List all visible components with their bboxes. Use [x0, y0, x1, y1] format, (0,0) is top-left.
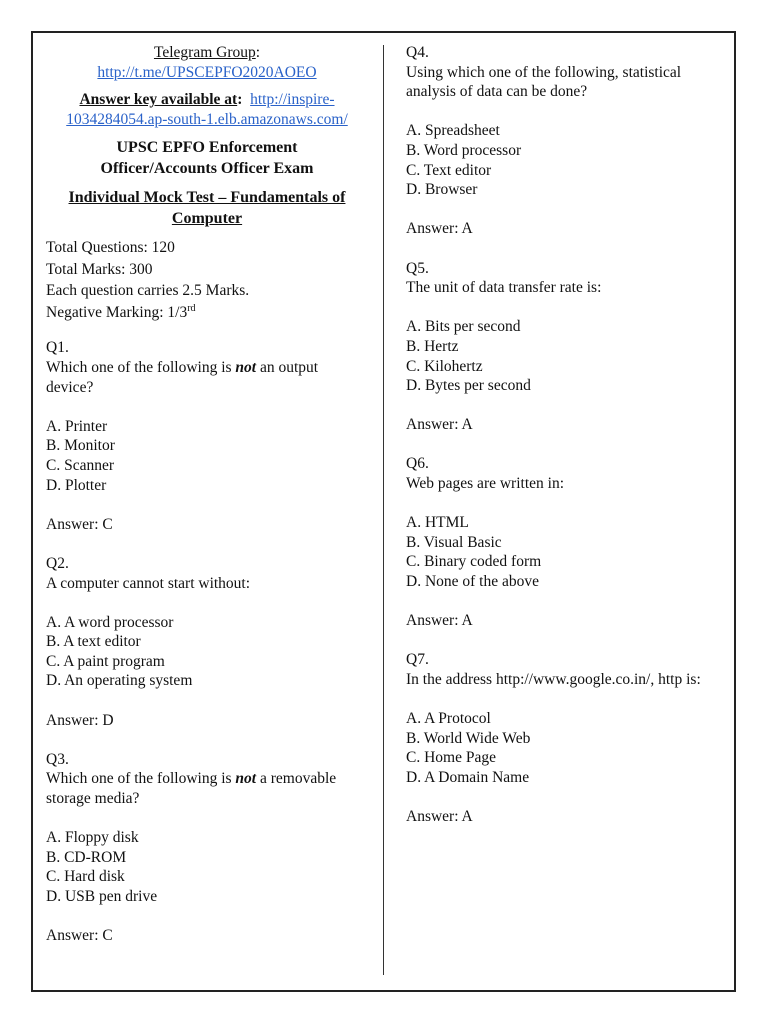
option-a: A. A Protocol [406, 710, 491, 728]
negative-marking [46, 302, 368, 324]
answer: Answer: D [46, 711, 114, 729]
question-text-post: a removable storage media? [46, 770, 337, 808]
option-d: D. An operating system [46, 672, 193, 690]
answer-key-label: Answer key available at [79, 91, 238, 109]
question-4 [406, 43, 724, 259]
question-1 [46, 338, 368, 554]
option-d: D. Browser [406, 181, 478, 199]
option-a: A. Floppy disk [46, 829, 139, 847]
telegram-label: Telegram Group [153, 44, 256, 61]
answer: Answer: A [406, 808, 473, 826]
question-text [46, 358, 368, 397]
option-a: A. Spreadsheet [406, 122, 500, 140]
option-b: B. World Wide Web [406, 729, 531, 747]
question-number: Q7. [406, 651, 429, 669]
question-text: Using which one of the following, statistical analysis of data can be done? [406, 63, 682, 101]
telegram-colon: : [255, 44, 261, 61]
test-title-line2: Computer [171, 210, 243, 228]
option-d: D. USB pen drive [46, 888, 158, 905]
question-text-pre: Which one of the following is [46, 358, 236, 376]
option-b: B. A text editor [46, 633, 141, 651]
option-a: A. Bits per second [406, 318, 521, 336]
right-column [406, 43, 724, 827]
option-a: A. HTML [406, 514, 469, 532]
option-b: B. Monitor [46, 437, 115, 455]
option-b: B. Word processor [406, 141, 522, 159]
option-c: C. Home Page [406, 749, 496, 767]
option-d: D. Bytes per second [406, 377, 531, 395]
question-text-pre: Which one of the following is [46, 770, 236, 788]
question-number: Q4. [406, 44, 429, 61]
left-column [46, 43, 368, 946]
question-text: Web pages are written in: [406, 475, 564, 493]
option-b: B. Visual Basic [406, 533, 502, 551]
question-2 [46, 554, 368, 750]
total-marks: Total Marks: 300 [46, 260, 153, 278]
question-text: The unit of data transfer rate is: [406, 279, 602, 297]
option-b: B. CD-ROM [46, 848, 127, 866]
option-c: C. Binary coded form [406, 553, 542, 571]
question-5 [406, 259, 724, 455]
answer-key-link-part1[interactable]: http://inspire- [250, 91, 335, 109]
question-number: Q1. [46, 339, 69, 357]
answer: Answer: A [406, 220, 473, 238]
negative-marking-sup: rd [187, 302, 196, 314]
negative-marking-text: Negative Marking: 1/3 [46, 303, 188, 321]
question-text-emphasis: not [235, 358, 257, 376]
option-a: A. A word processor [46, 613, 174, 631]
exam-title-line1: UPSC EPFO Enforcement [116, 139, 298, 157]
question-number: Q3. [46, 750, 69, 768]
option-c: C. Text editor [406, 161, 492, 179]
question-text-emphasis: not [235, 770, 257, 788]
option-d: D. A Domain Name [406, 768, 530, 786]
option-d: D. Plotter [46, 476, 107, 494]
question-number: Q5. [406, 259, 429, 277]
answer-key-link-part2[interactable]: 1034284054.ap-south-1.elb.amazonaws.com/ [66, 110, 348, 128]
option-c: C. Kilohertz [406, 357, 483, 375]
total-questions: Total Questions: 120 [46, 239, 175, 257]
answer-key-line [46, 90, 368, 110]
question-7 [406, 650, 724, 826]
answer-key-colon: : [237, 91, 243, 109]
question-number: Q2. [46, 554, 69, 572]
question-text: In the address http://www.google.co.in/, http is: [406, 671, 701, 688]
answer: Answer: C [46, 927, 113, 945]
question-number: Q6. [406, 455, 429, 473]
answer: Answer: A [406, 612, 473, 630]
question-6 [406, 454, 724, 650]
answer: Answer: A [406, 416, 473, 434]
question-text: A computer cannot start without: [46, 574, 251, 592]
each-question-marks: Each question carries 2.5 Marks. [46, 282, 250, 300]
question-text [46, 769, 368, 808]
option-a: A. Printer [46, 417, 108, 435]
telegram-link[interactable]: http://t.me/UPSCEPFO2020AOEO [97, 63, 317, 81]
column-divider [383, 45, 384, 975]
telegram-heading [46, 43, 368, 63]
question-3 [46, 750, 368, 946]
option-b: B. Hertz [406, 337, 459, 355]
option-c: C. Hard disk [46, 868, 125, 886]
option-c: C. A paint program [46, 652, 165, 670]
answer: Answer: C [46, 515, 113, 533]
option-c: C. Scanner [46, 456, 115, 474]
question-text-post: an output device? [46, 358, 319, 396]
exam-title-line2: Officer/Accounts Officer Exam [100, 160, 314, 178]
option-d: D. None of the above [406, 573, 539, 591]
test-title-line1: Individual Mock Test – Fundamentals of [68, 189, 346, 207]
